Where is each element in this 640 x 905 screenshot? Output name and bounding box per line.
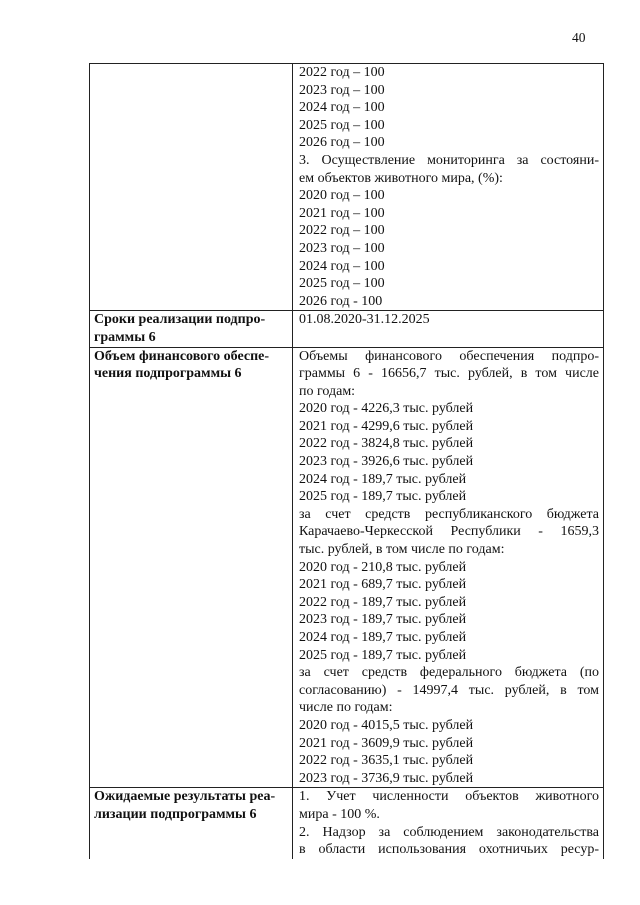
text-line: 2024 год – 100	[299, 258, 385, 274]
text-line: 2020 год - 4015,5 тыс. рублей	[299, 717, 474, 733]
text-line: Объемы финансового обеспечения подпро-	[299, 348, 599, 364]
text-line: 2024 год - 189,7 тыс. рублей	[299, 471, 467, 487]
text-line: 2021 год - 4299,6 тыс. рублей	[299, 418, 474, 434]
text-line: 2023 год – 100	[299, 82, 385, 98]
text-line: 2025 год - 189,7 тыс. рублей	[299, 489, 467, 505]
row-value-cell	[293, 788, 603, 858]
text-line: 1. Учет численности объектов животного	[299, 789, 599, 805]
text-line: 2025 год – 100	[299, 276, 385, 292]
text-line: числе по годам:	[299, 700, 393, 716]
text-line: 2022 год - 3635,1 тыс. рублей	[299, 753, 474, 769]
text-line: 2026 год - 100	[299, 293, 383, 309]
text-line: согласованию) - 14997,4 тыс. рублей, в том	[299, 682, 599, 698]
row-label-line: граммы 6	[94, 329, 156, 345]
text-line: 2025 год – 100	[299, 117, 385, 133]
row-label-cell	[90, 64, 293, 310]
table-row-implementation-period	[90, 311, 603, 347]
text-line: 2023 год - 3926,6 тыс. рублей	[299, 454, 474, 470]
text-line: 2020 год – 100	[299, 188, 385, 204]
text-line: мира - 100 %.	[299, 806, 380, 822]
text-line: 2022 год - 3824,8 тыс. рублей	[299, 436, 474, 452]
text-line: 2023 год – 100	[299, 240, 385, 256]
row-label-cell	[90, 348, 293, 788]
passport-table	[89, 63, 604, 859]
row-value-cell	[293, 348, 603, 788]
text-line: за счет средств республиканского бюджета	[299, 506, 599, 522]
table-row-funding-volume	[90, 348, 603, 789]
text-line: 2025 год - 189,7 тыс. рублей	[299, 647, 467, 663]
text-line: 2023 год - 3736,9 тыс. рублей	[299, 770, 474, 786]
text-line: 2020 год - 4226,3 тыс. рублей	[299, 401, 474, 417]
text-line: 2021 год - 689,7 тыс. рублей	[299, 577, 467, 593]
text-line: 2021 год – 100	[299, 205, 385, 221]
row-label-line: Ожидаемые результаты реа-	[94, 789, 276, 805]
row-label-line: Сроки реализации подпро-	[94, 312, 266, 328]
text-line: 2023 год - 189,7 тыс. рублей	[299, 612, 467, 628]
text-line: Карачаево-Черкесской Республики - 1659,3	[299, 524, 599, 540]
row-label-line: лизации подпрограммы 6	[94, 806, 257, 822]
row-label-cell	[90, 311, 293, 346]
text-line: 2024 год - 189,7 тыс. рублей	[299, 630, 467, 645]
text-line: по годам:	[299, 383, 356, 399]
text-line: 2022 год - 189,7 тыс. рублей	[299, 594, 467, 610]
text-line: тыс. рублей, в том числе по годам:	[299, 542, 505, 558]
row-value-cell	[293, 64, 603, 310]
text-line: ем объектов животного мира, (%):	[299, 170, 503, 186]
text-line: 2021 год - 3609,9 тыс. рублей	[299, 735, 474, 751]
text-line: 2022 год – 100	[299, 223, 385, 239]
text-line: 01.08.2020-31.12.2025	[299, 312, 430, 328]
text-line: 2020 год - 210,8 тыс. рублей	[299, 559, 467, 575]
row-value-cell	[293, 311, 603, 346]
text-line: 2022 год – 100	[299, 65, 385, 80]
row-label-line: Объем финансового обеспе-	[94, 348, 270, 364]
page-number: 40	[572, 30, 586, 45]
row-label-line: чения подпрограммы 6	[94, 366, 242, 382]
table-row-expected-results	[90, 788, 603, 858]
text-line: 3. Осуществление мониторинга за состояни-	[299, 152, 599, 168]
text-line: 2024 год – 100	[299, 100, 385, 116]
text-line: 2026 год – 100	[299, 135, 385, 151]
row-label-cell	[90, 788, 293, 858]
text-line: 2. Надзор за соблюдением законодательства	[299, 824, 599, 840]
text-line: граммы 6 - 16656,7 тыс. рублей, в том числе	[299, 366, 599, 382]
text-line: в области использования охотничьих ресур-	[299, 842, 599, 858]
table-row-continued-indicators	[90, 64, 603, 311]
text-line: за счет средств федерального бюджета (по	[299, 665, 599, 681]
